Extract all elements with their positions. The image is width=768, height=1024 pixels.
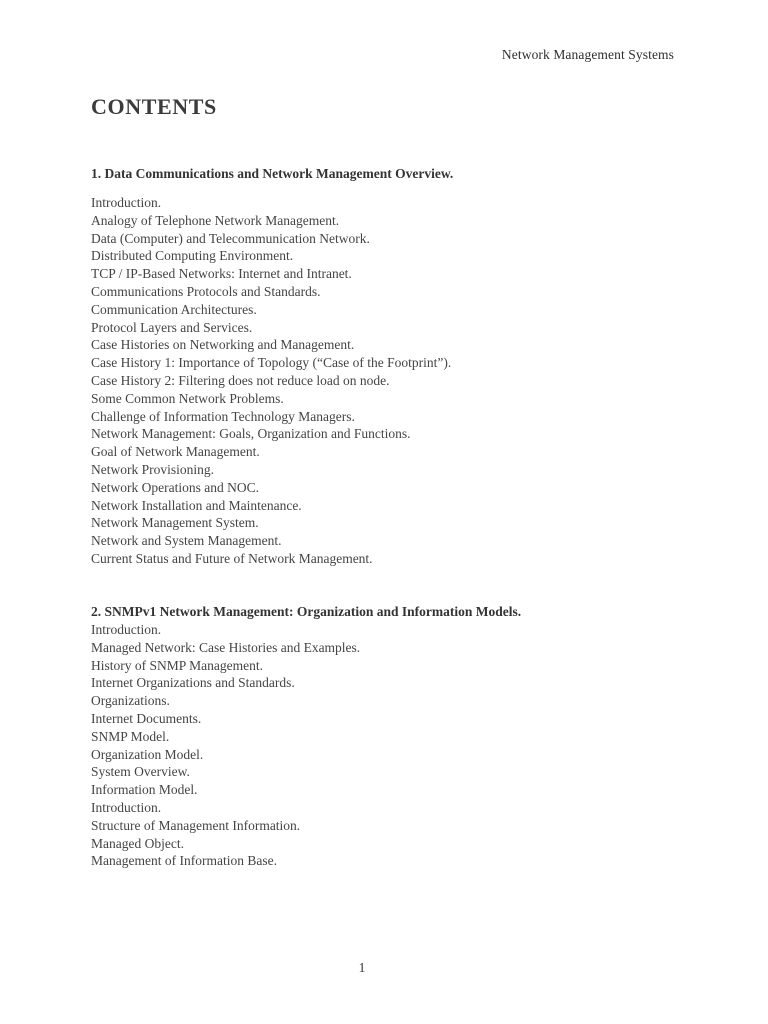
toc-section-2 bbox=[91, 603, 691, 870]
toc-item: Managed Object. bbox=[91, 835, 184, 851]
toc-item: Communication Architectures. bbox=[91, 301, 257, 317]
toc-item: Internet Documents. bbox=[91, 710, 202, 726]
toc-item: Network and System Management. bbox=[91, 533, 282, 549]
page-title: CONTENTS bbox=[91, 94, 217, 119]
toc-item: Network Installation and Maintenance. bbox=[91, 497, 302, 513]
toc-section-1 bbox=[91, 165, 691, 568]
toc-item: Some Common Network Problems. bbox=[91, 390, 284, 406]
toc-item: Protocol Layers and Services. bbox=[91, 319, 253, 335]
toc-item: Case Histories on Networking and Management. bbox=[91, 337, 355, 353]
toc-item: Challenge of Information Technology Managers. bbox=[91, 408, 355, 424]
toc-item: Network Management System. bbox=[91, 515, 259, 531]
toc-item: Introduction. bbox=[91, 799, 162, 815]
toc-item: Management of Information Base. bbox=[91, 853, 277, 869]
section-heading: 1. Data Communications and Network Management Overview. bbox=[91, 166, 454, 181]
toc-list bbox=[91, 194, 691, 568]
toc-item: History of SNMP Management. bbox=[91, 657, 263, 673]
toc-item: Network Operations and NOC. bbox=[91, 479, 259, 495]
toc-item: Information Model. bbox=[91, 782, 198, 798]
toc-item: Internet Organizations and Standards. bbox=[91, 675, 295, 691]
toc-item: Network Management: Goals, Organization and Functions. bbox=[91, 426, 411, 442]
toc-item: Managed Network: Case Histories and Examples. bbox=[91, 639, 361, 655]
toc-item: Current Status and Future of Network Management. bbox=[91, 550, 373, 566]
section-heading: 2. SNMPv1 Network Management: Organization and Information Models. bbox=[91, 604, 522, 619]
toc-item: System Overview. bbox=[91, 764, 190, 780]
running-header: Network Management Systems bbox=[501, 47, 674, 62]
toc-item: TCP / IP-Based Networks: Internet and Intranet. bbox=[91, 266, 352, 282]
toc-item: Organizations. bbox=[91, 693, 170, 709]
toc-item: Introduction. bbox=[91, 622, 162, 637]
toc-item: Analogy of Telephone Network Management. bbox=[91, 212, 340, 228]
toc-item: Distributed Computing Environment. bbox=[91, 248, 294, 264]
toc-item: Introduction. bbox=[91, 195, 162, 210]
toc-item: Case History 1: Importance of Topology (“Case of the Footprint”). bbox=[91, 355, 452, 371]
toc-item: Network Provisioning. bbox=[91, 461, 214, 477]
toc-item: Structure of Management Information. bbox=[91, 817, 301, 833]
toc-item: Case History 2: Filtering does not reduce load on node. bbox=[91, 372, 390, 388]
toc-list bbox=[91, 621, 691, 870]
toc-item: SNMP Model. bbox=[91, 728, 170, 744]
toc-item: Organization Model. bbox=[91, 746, 204, 762]
page-number: 1 bbox=[358, 960, 366, 975]
toc-item: Communications Protocols and Standards. bbox=[91, 283, 321, 299]
toc-item: Data (Computer) and Telecommunication Network. bbox=[91, 230, 370, 246]
toc-item: Goal of Network Management. bbox=[91, 444, 260, 460]
